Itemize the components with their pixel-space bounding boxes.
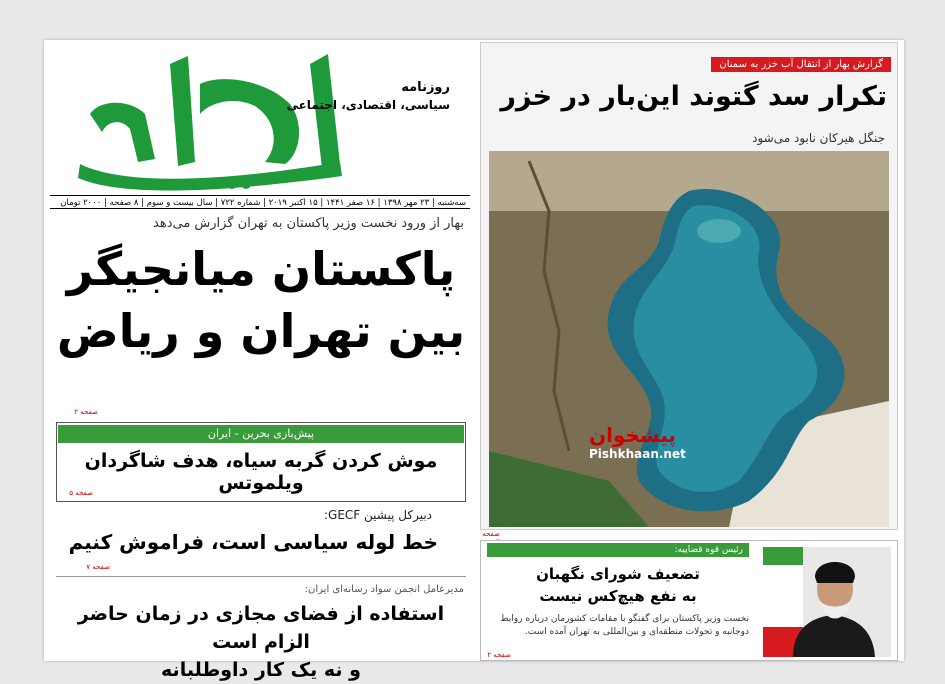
logo-text: بهار — [58, 44, 60, 45]
right-column — [480, 40, 898, 661]
caspian-story-title: تکرار سد گتوند این‌بار در خزر — [500, 81, 887, 112]
gas-story-page-ref: صفحه ۷ — [86, 563, 110, 571]
media-story-title[interactable] — [56, 600, 466, 684]
caspian-story-subtitle: جنگل هیرکان نابود می‌شود — [752, 131, 885, 145]
judiciary-page-ref: صفحه ۲ — [487, 651, 511, 659]
gas-story-kicker: دبیرکل پیشین GECF: — [324, 508, 432, 522]
judiciary-story-title — [487, 563, 749, 607]
paper-type: روزنامه — [401, 80, 450, 95]
lead-headline-line2: بین تهران و ریاض — [56, 304, 466, 358]
lead-headline[interactable] — [56, 238, 466, 362]
paper-subjects: سیاسی، اقتصادی، اجتماعی — [286, 98, 450, 112]
sports-box-title: موش کردن گربه سیاه، هدف شاگردان ویلموتس — [84, 450, 438, 494]
lead-headline-line1: پاکستان میانجیگر — [66, 242, 456, 296]
judiciary-title-line1: تضعیف شورای نگهبان — [536, 565, 700, 583]
bahar-logo — [60, 44, 360, 189]
lead-kicker: بهار از ورود نخست وزیر پاکستان به تهران گزارش می‌دهد — [153, 216, 464, 231]
lead-page-ref: صفحه ۲ — [74, 408, 98, 416]
gas-story-title[interactable]: خط لوله سیاسی است، فراموش کنیم — [68, 530, 438, 554]
judiciary-story[interactable] — [480, 540, 898, 661]
newspaper-front-page — [44, 40, 904, 681]
judiciary-title-line2: به نفع هیچ‌کس نیست — [539, 587, 697, 605]
masthead — [50, 40, 470, 195]
watermark-logo: پیشخوان — [589, 423, 676, 447]
sports-box-story[interactable] — [56, 422, 466, 502]
issue-info-bar: سه‌شنبه | ۲۳ مهر ۱۳۹۸ | ۱۶ صفر ۱۴۴۱ | ۱۵ اکتبر ۲۰۱۹ | شماره ۷۲۲ | سال بیست و سوم | ۸ صفحه | ۲۰۰۰ تومان — [50, 195, 470, 209]
media-story-kicker: مدیرعامل انجمن سواد رسانه‌ای ایران: — [304, 584, 464, 595]
left-column — [50, 40, 470, 681]
caspian-page-ref: صفحه — [482, 530, 500, 538]
caspian-sea-map-image — [489, 151, 889, 527]
judiciary-story-bar: رئیس قوه قضاییه: — [487, 543, 749, 557]
sports-box-bar: پیش‌بازی بحرین - ایران — [58, 425, 464, 443]
column-divider — [56, 576, 466, 577]
media-story-line1: استفاده از فضای مجازی در زمان حاضر الزام است — [77, 603, 445, 653]
media-story-line2: و نه یک کار داوطلبانه — [161, 659, 361, 681]
portrait-photo — [763, 547, 891, 657]
watermark-url: Pishkhaan.net — [589, 447, 686, 461]
sports-box-page-ref: صفحه ۵ — [69, 489, 93, 497]
caspian-story-tag: گزارش بهار از انتقال آب خزر به سمنان — [711, 57, 891, 72]
caspian-story[interactable] — [480, 42, 898, 530]
judiciary-story-body: نخست وزیر پاکستان برای گفتگو با مقامات کشورمان درباره روابط دوجانبه و تحولات منطقه‌ای و بین‌المللی به تهران آمده است. — [500, 614, 749, 637]
paper-description — [286, 80, 450, 112]
